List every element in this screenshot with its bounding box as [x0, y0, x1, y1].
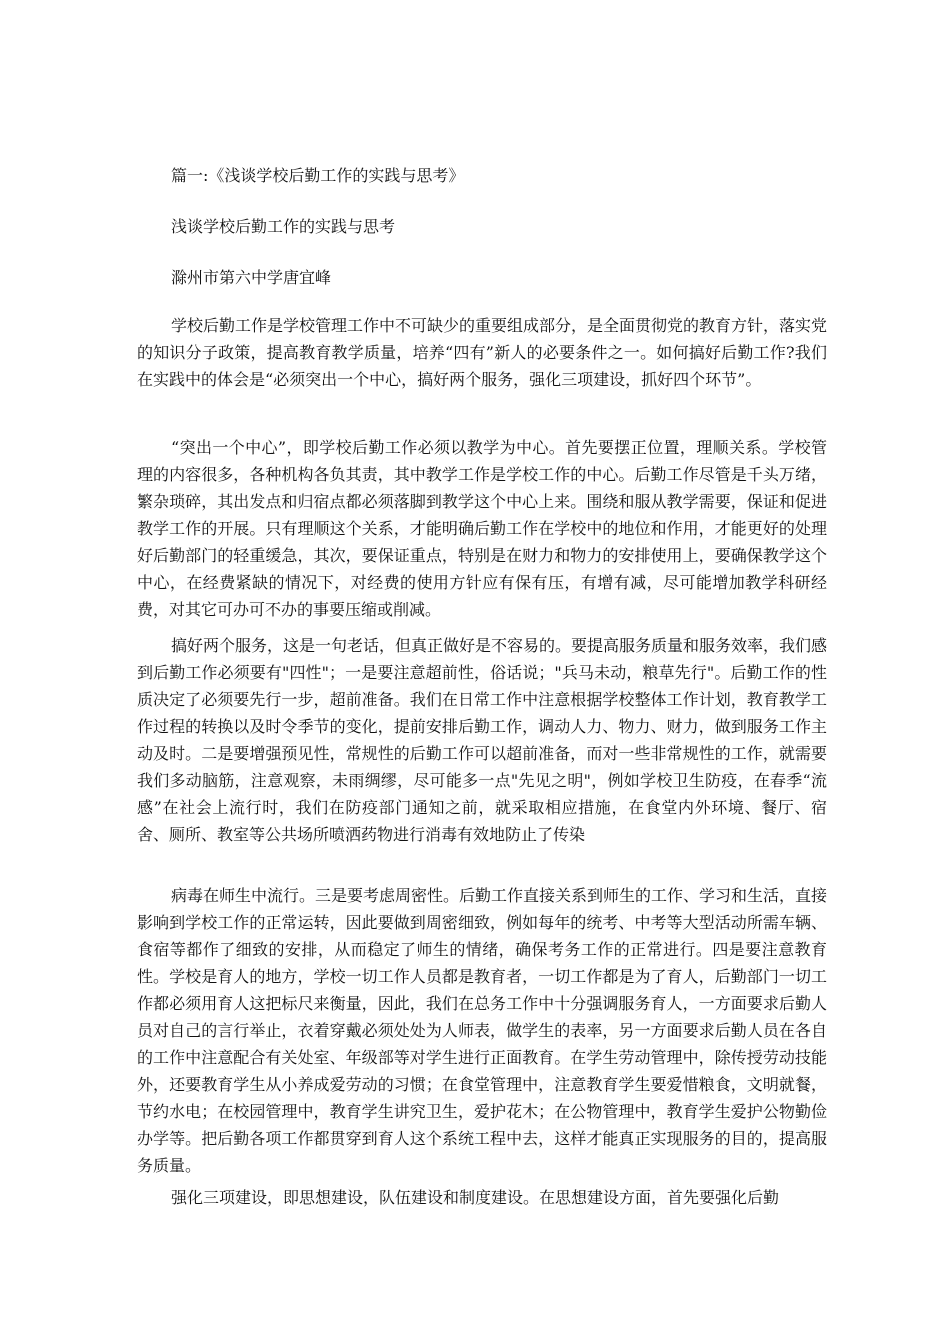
paragraph-4: 病毒在师生中流行。三是要考虑周密性。后勤工作直接关系到师生的工作、学习和生活，直接影响到学校工作的正常运转，因此要做到周密细致，例如每年的统考、中考等大型活动所需车辆、食宿等都作了细致的安排，从而稳定了师生的情绪，确保考务工作的正常进行。四是要注意教育性。学校是育人的地方，学校一切工作人员都是教育者，一切工作都是为了育人，后勤部门一切工作都必须用育人这把标尺来衡量，因此，我们在总务工作中十分强调服务育人，一方面要求后勤人员对自己的言行举止，衣着穿戴必须处处为人师表，做学生的表率，另一方面要求后勤人员在各自的工作中注意配合有关处室、年级部等对学生进行正面教育。在学生劳动管理中，除传授劳动技能外，还要教育学生从小养成爱劳动的习惯；在食堂管理中，注意教育学生要爱惜粮食，文明就餐，节约水电；在校园管理中，教育学生讲究卫生，爱护花木；在公物管理中，教育学生爱护公物勤俭办学等。把后勤各项工作都贯穿到育人这个系统工程中去，这样才能真正实现服务的目的，提高服务质量。 — [137, 886, 828, 1175]
paragraph-5: 强化三项建设，即思想建设，队伍建设和制度建设。在思想建设方面，首先要强化后勤 — [171, 1188, 780, 1207]
document-header: 篇一:《浅谈学校后勤工作的实践与思考》 — [171, 166, 465, 185]
paragraph-1: 学校后勤工作是学校管理工作中不可缺少的重要组成部分，是全面贯彻党的教育方针，落实党的知识分子政策，提高教育教学质量，培养“四有”新人的必要条件之一。如何搞好后勤工作?我们在实践中的体会是“必须突出一个中心，搞好两个服务，强化三项建设，抓好四个环节”。 — [137, 316, 828, 389]
article-title: 浅谈学校后勤工作的实践与思考 — [171, 217, 396, 236]
author-line: 滁州市第六中学唐宜峰 — [171, 268, 332, 287]
paragraph-3: 搞好两个服务，这是一句老话，但真正做好是不容易的。要提高服务质量和服务效率，我们感到后勤工作必须要有"四性"；一是要注意超前性，俗话说；"兵马未动，粮草先行"。后勤工作的性质决定了必须要先行一步，超前准备。我们在日常工作中注意根据学校整体工作计划，教育教学工作过程的转换以及时令季节的变化，提前安排后勤工作，调动人力、物力、财力，做到服务工作主动及时。二是要增强预见性，常规性的后勤工作可以超前准备，而对一些非常规性的工作，就需要我们多动脑筋，注意观察，未雨绸缪，尽可能多一点"先见之明"，例如学校卫生防疫，在春季“流感”在社会上流行时，我们在防疫部门通知之前，就采取相应措施，在食堂内外环境、餐厅、宿舍、厕所、教室等公共场所喷洒药物进行消毒有效地防止了传染 — [137, 636, 828, 844]
paragraph-2: “突出一个中心”，即学校后勤工作必须以教学为中心。首先要摆正位置，理顺关系。学校管理的内容很多，各种机构各负其责，其中教学工作是学校工作的中心。后勤工作尽管是千头万绪，繁杂琐碎，其出发点和归宿点都必须落脚到教学这个中心上来。围绕和服从教学需要，保证和促进教学工作的开展。只有理顺这个关系，才能明确后勤工作在学校中的地位和作用，才能更好的处理好后勤部门的轻重缓急，其次，要保证重点，特别是在财力和物力的安排使用上，要确保教学这个中心，在经费紧缺的情况下，对经费的使用方针应有保有压，有增有减，尽可能增加教学科研经费，对其它可办可不办的事要压缩或削减。 — [137, 438, 827, 619]
